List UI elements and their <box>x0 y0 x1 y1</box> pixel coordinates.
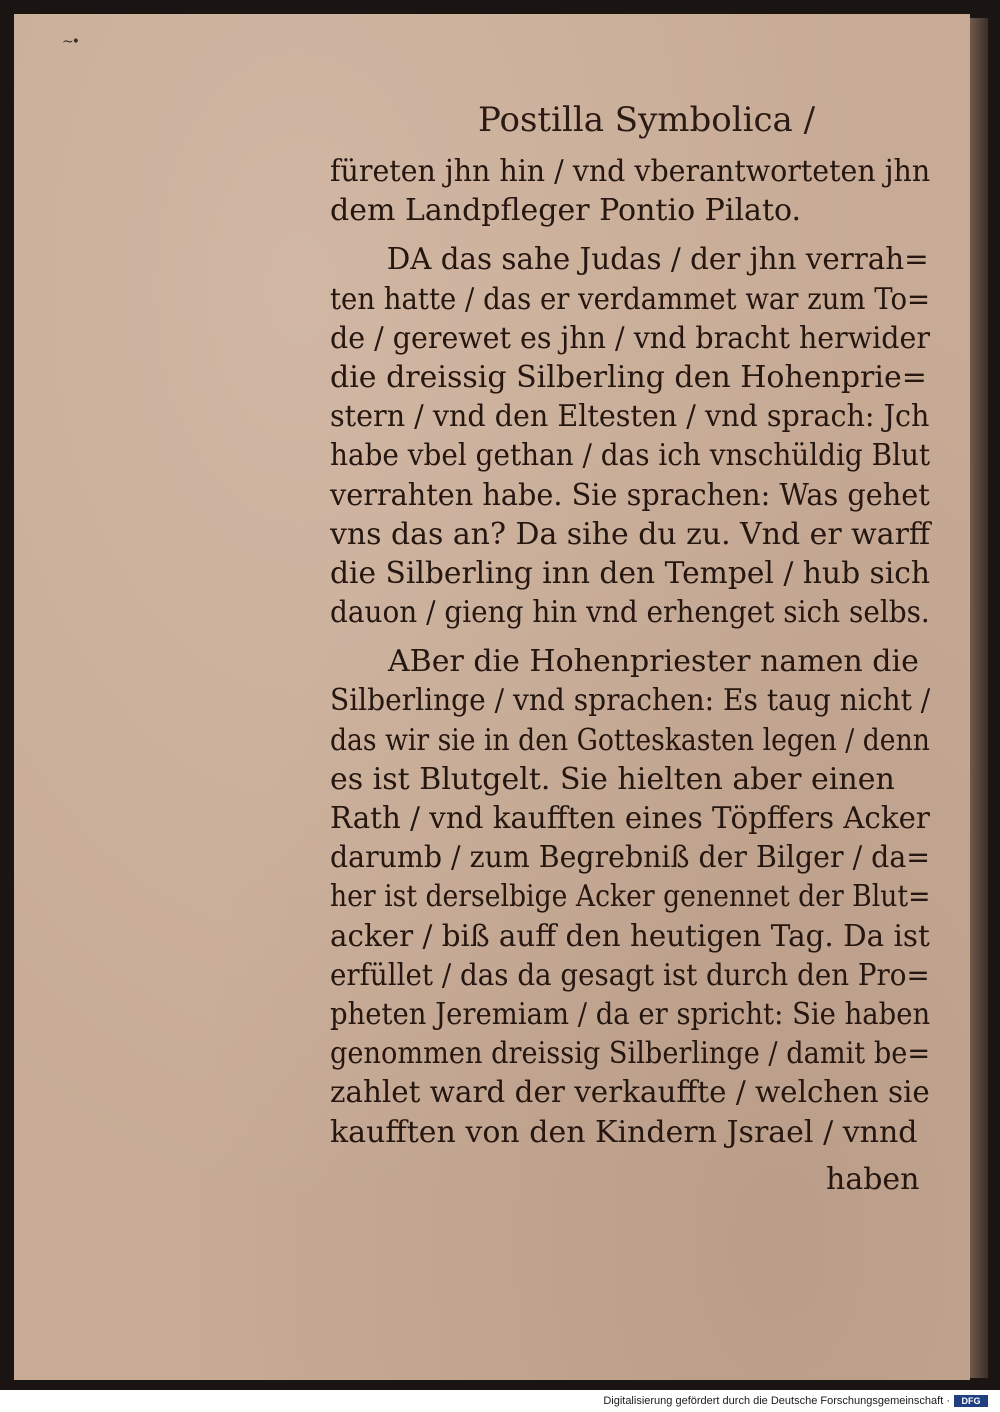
footer-bar <box>0 1390 1000 1412</box>
text-line: darumb / zum Begrebniß der Bilger / da= <box>330 840 931 876</box>
text-line: de / gerewet es jhn / vnd bracht herwider <box>330 320 930 356</box>
text-line: erfüllet / das da gesagt ist durch den Pro= <box>330 957 930 993</box>
text-line: ten hatte / das er verdammet war zum To= <box>330 281 931 317</box>
corner-mark: ~• <box>62 34 78 50</box>
text-line: verrahten habe. Sie sprachen: Was gehet <box>330 477 930 513</box>
text-line: acker / biß auff den heutigen Tag. Da ist <box>330 918 930 954</box>
body-text <box>330 152 930 1152</box>
text-line: genommen dreissig Silberlinge / damit be= <box>330 1036 931 1072</box>
text-line: dauon / gieng hin vnd erhenget sich selbs. <box>330 595 930 631</box>
dfg-logo: DFG <box>954 1395 988 1407</box>
text-line: das wir sie in den Gotteskasten legen / denn <box>330 722 930 758</box>
catchword: haben <box>826 1162 920 1197</box>
text-line: vns das an? Da sihe du zu. Vnd er warff <box>330 516 931 552</box>
text-line: es ist Blutgelt. Sie hielten aber einen <box>330 761 895 797</box>
funding-note: Digitalisierung gefördert durch die Deutsche Forschungsgemeinschaft · <box>603 1395 950 1407</box>
text-line: die dreissig Silberling den Hohenprie= <box>330 359 927 395</box>
text-line: füreten jhn hin / vnd vberantworteten jhn <box>330 154 931 189</box>
text-line: pheten Jeremiam / da er spricht: Sie haben <box>330 996 931 1032</box>
text-line: dem Landpfleger Pontio Pilato. <box>330 193 802 229</box>
book-edge <box>970 18 988 1378</box>
text-line: stern / vnd den Eltesten / vnd sprach: Jch <box>330 399 930 435</box>
text-line: kaufften von den Kindern Jsrael / vnnd <box>330 1114 918 1150</box>
text-line: her ist derselbige Acker genennet der Blut= <box>330 879 931 915</box>
text-line: zahlet ward der verkauffte / welchen sie <box>330 1075 930 1111</box>
text-line: Silberlinge / vnd sprachen: Es taug nicht / <box>330 683 931 719</box>
text-line: Rath / vnd kaufften eines Töpffers Acker <box>330 801 930 836</box>
text-line: DA das sahe Judas / der jhn verrah= <box>386 242 929 278</box>
running-head: Postilla Symbolica / <box>478 100 816 140</box>
text-line: die Silberling inn den Tempel / hub sich <box>330 555 931 591</box>
text-line: ABer die Hohenpriester namen die <box>388 644 919 680</box>
text-line: habe vbel gethan / das ich vnschüldig Blut <box>330 438 931 474</box>
